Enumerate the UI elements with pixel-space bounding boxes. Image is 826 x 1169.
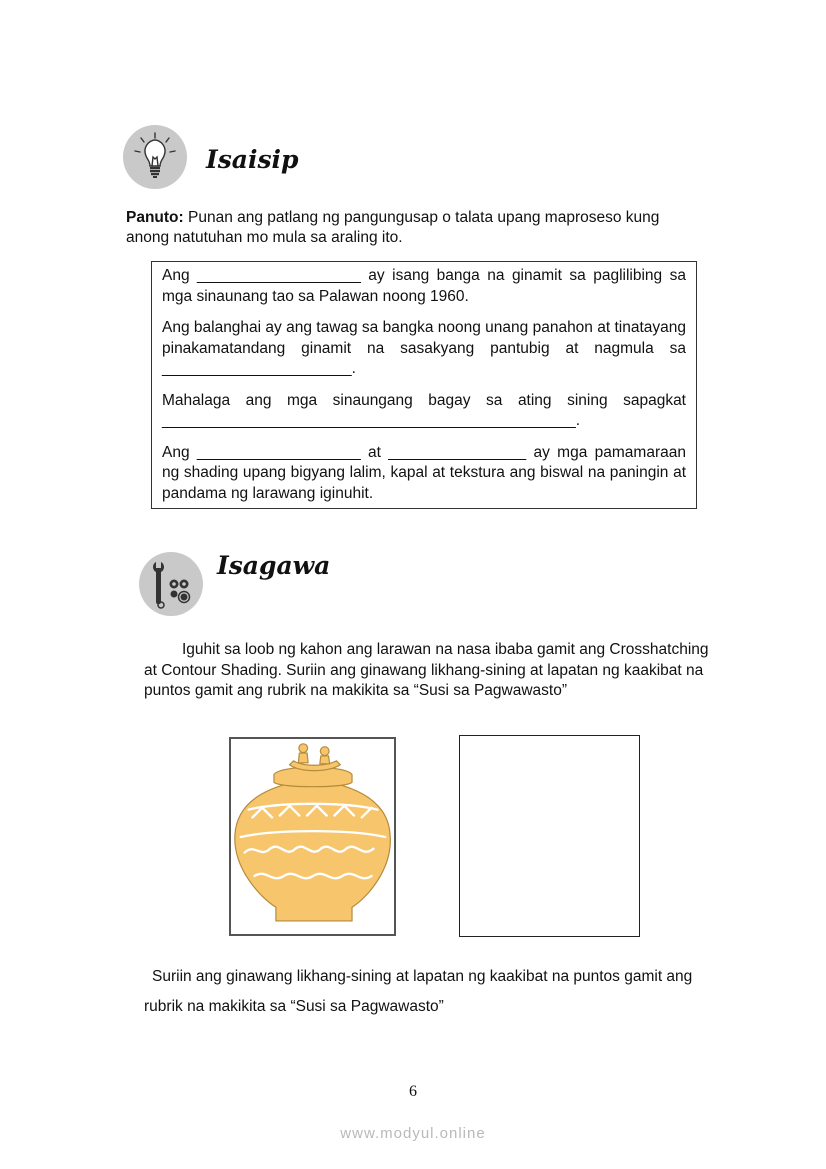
isaisip-title: Isaisip bbox=[206, 145, 299, 174]
tools-icon bbox=[139, 552, 203, 616]
manunggul-jar-drawing bbox=[231, 739, 394, 934]
lightbulb-icon bbox=[123, 125, 187, 189]
fill-in-item-4: Ang ___________________ at ________________ ay mga pamamaraan ng shading upang bigyang lalim, kapal at tekstura ang biswal na paningin at pandama ng larawang iginuhit. bbox=[162, 443, 686, 502]
fill-in-item-2: Ang balanghai ay ang tawag sa bangka noong unang panahon at tinatayang pinakamatandang ginamit na sasakyang pantubig at nagmula sa ______________________. bbox=[162, 319, 686, 377]
page-number: 6 bbox=[409, 1083, 417, 1100]
isagawa-instructions bbox=[144, 640, 714, 702]
isagawa-instructions-text: Iguhit sa loob ng kahon ang larawan na nasa ibaba gamit ang Crosshatching at Contour Shading. Suriin ang ginawang likhang-sining at lapatan ng kaakibat na puntos gamit ang rubrik na makikita sa “Susi sa Pagwawasto” bbox=[144, 641, 709, 699]
fill-in-box bbox=[151, 261, 697, 509]
directions-label: Panuto: bbox=[126, 209, 184, 226]
fill-in-item-1: Ang ___________________ ay isang banga na ginamit sa paglilibing sa mga sinaunang tao sa Palawan noong 1960. bbox=[162, 267, 686, 305]
drawing-box[interactable] bbox=[459, 735, 640, 937]
reference-jar-image bbox=[229, 737, 396, 936]
isagawa-title: Isagawa bbox=[217, 551, 331, 580]
watermark: www.modyul.online bbox=[340, 1125, 486, 1142]
directions-text: Punan ang patlang ng pangungusap o talata upang maproseso kung anong natutuhan mo mula sa araling ito. bbox=[126, 209, 660, 246]
fill-in-item-3: Mahalaga ang mga sinaungang bagay sa ating sining sapagkat ________________________________________________. bbox=[162, 391, 686, 429]
bottom-note-text: Suriin ang ginawang likhang-sining at lapatan ng kaakibat na puntos gamit ang rubrik na makikita sa “Susi sa Pagwawasto” bbox=[144, 968, 693, 1015]
bottom-note bbox=[144, 962, 724, 1022]
directions bbox=[126, 208, 706, 248]
